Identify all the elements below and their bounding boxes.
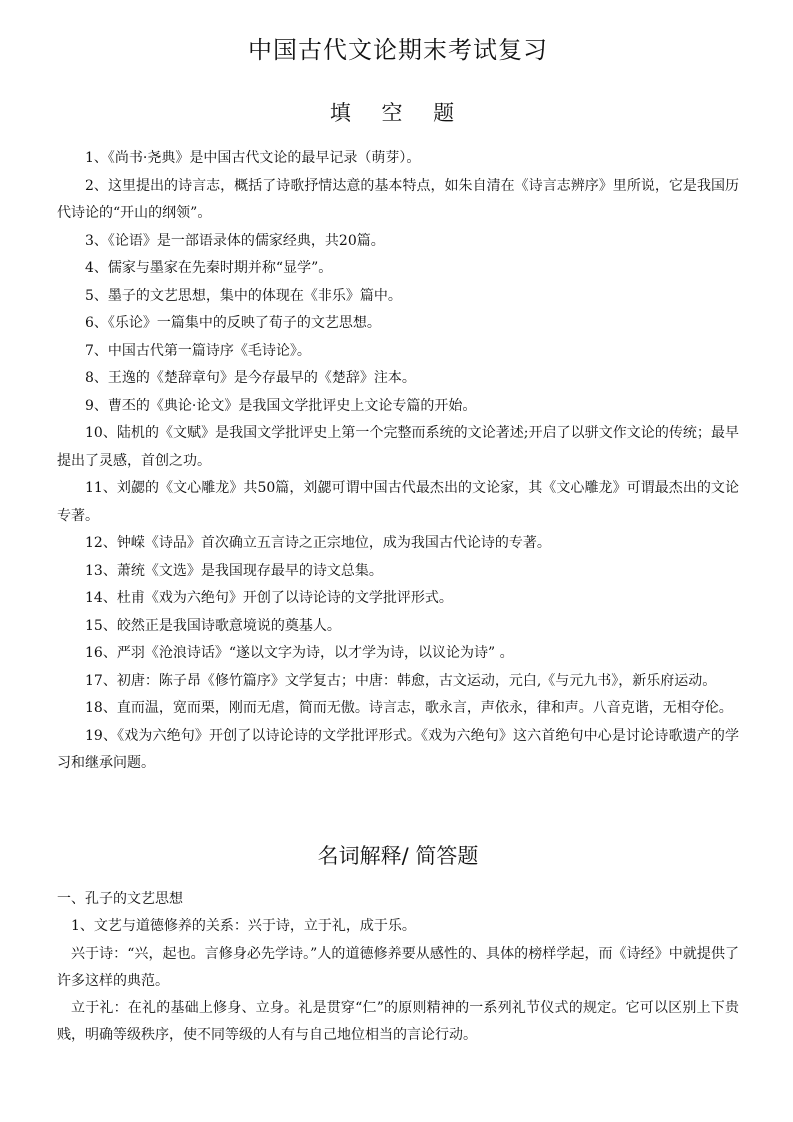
fill-blank-item: 7、中国古代第一篇诗序《毛诗论》。 [85, 342, 311, 359]
fill-blank-item: 17、初唐：陈子昂《修竹篇序》文学复古；中唐：韩愈，古文运动，元白,《与元九书》，新乐府运动。 [85, 672, 717, 689]
fill-blank-item: 11、刘勰的《文心雕龙》共50篇，刘勰可谓中国古代最杰出的文论家，其《文心雕龙》可谓最杰出的文论专著。 [57, 480, 739, 524]
fill-blank-item: 1、《尚书·尧典》是中国古代文论的最早记录（萌芽）。 [85, 150, 421, 166]
fill-blank-item: 3、《论语》是一部语录体的儒家经典，共20篇。 [85, 232, 385, 249]
fill-blank-item: 12、钟嵘《诗品》首次确立五言诗之正宗地位，成为我国古代论诗的专著。 [85, 535, 551, 551]
fill-blank-item: 5、墨子的文艺思想，集中的体现在《非乐》篇中。 [85, 287, 402, 304]
fill-blank-item: 2、这里提出的诗言志，概括了诗歌抒情达意的基本特点，如朱自清在《诗言志辨序》里所说，它是我国历代诗论的“开山的纲领”。 [57, 177, 739, 221]
fill-blank-item: 6、《乐论》一篇集中的反映了荀子的文艺思想。 [85, 315, 381, 331]
section-heading-fill-blank: 填 空 题 [329, 101, 467, 125]
fill-blank-item: 9、曹丕的《典论·论文》是我国文学批评史上文论专篇的开始。 [85, 397, 477, 414]
point-item: 1、文艺与道德修养的关系：兴于诗，立于礼，成于乐。 [71, 918, 416, 935]
fill-blank-list [57, 145, 739, 778]
fill-blank-item: 14、杜甫《戏为六绝句》开创了以诗论诗的文学批评形式。 [85, 590, 453, 606]
fill-blank-item: 4、儒家与墨家在先秦时期并称“显学”。 [85, 260, 333, 276]
paragraph: 兴于诗：“兴，起也。言修身必先学诗。”人的道德修养要从感性的、具体的榜样学起，而《诗经》中就提供了许多这样的典范。 [57, 945, 739, 989]
subsection-heading: 一、孔子的文艺思想 [57, 891, 183, 907]
fill-blank-item: 19、《戏为六绝句》开创了以诗论诗的文学批评形式。《戏为六绝句》这六首绝句中心是讨论诗歌遗产的学习和继承问题。 [57, 727, 739, 771]
fill-blank-item: 16、严羽《沧浪诗话》“遂以文字为诗，以才学为诗，以议论为诗” 。 [85, 645, 514, 661]
document-title: 中国古代文论期末考试复习 [248, 36, 548, 64]
fill-blank-item: 13、萧统《文选》是我国现存最早的诗文总集。 [85, 562, 383, 579]
paragraph: 立于礼：在礼的基础上修身、立身。礼是贯穿“仁”的原则精神的一系列礼节仪式的规定。它可以区别上下贵贱，明确等级秩序，使不同等级的人有与自己地位相当的言论行动。 [57, 1000, 739, 1044]
short-answer-section [57, 886, 739, 1050]
fill-blank-item: 10、陆机的《文赋》是我国文学批评史上第一个完整而系统的文论著述;开启了以骈文作文论的传统；最早提出了灵感，首创之功。 [57, 425, 739, 469]
fill-blank-item: 8、王逸的《楚辞章句》是今存最早的《楚辞》注本。 [85, 370, 416, 386]
section-heading-short-answer: 名词解释/ 简答题 [317, 844, 479, 868]
fill-blank-item: 15、皎然正是我国诗歌意境说的奠基人。 [85, 617, 341, 634]
fill-blank-item: 18、直而温，宽而栗，刚而无虐，简而无傲。诗言志，歌永言，声依永，律和声。八音克谐，无相夺伦。 [85, 700, 733, 716]
